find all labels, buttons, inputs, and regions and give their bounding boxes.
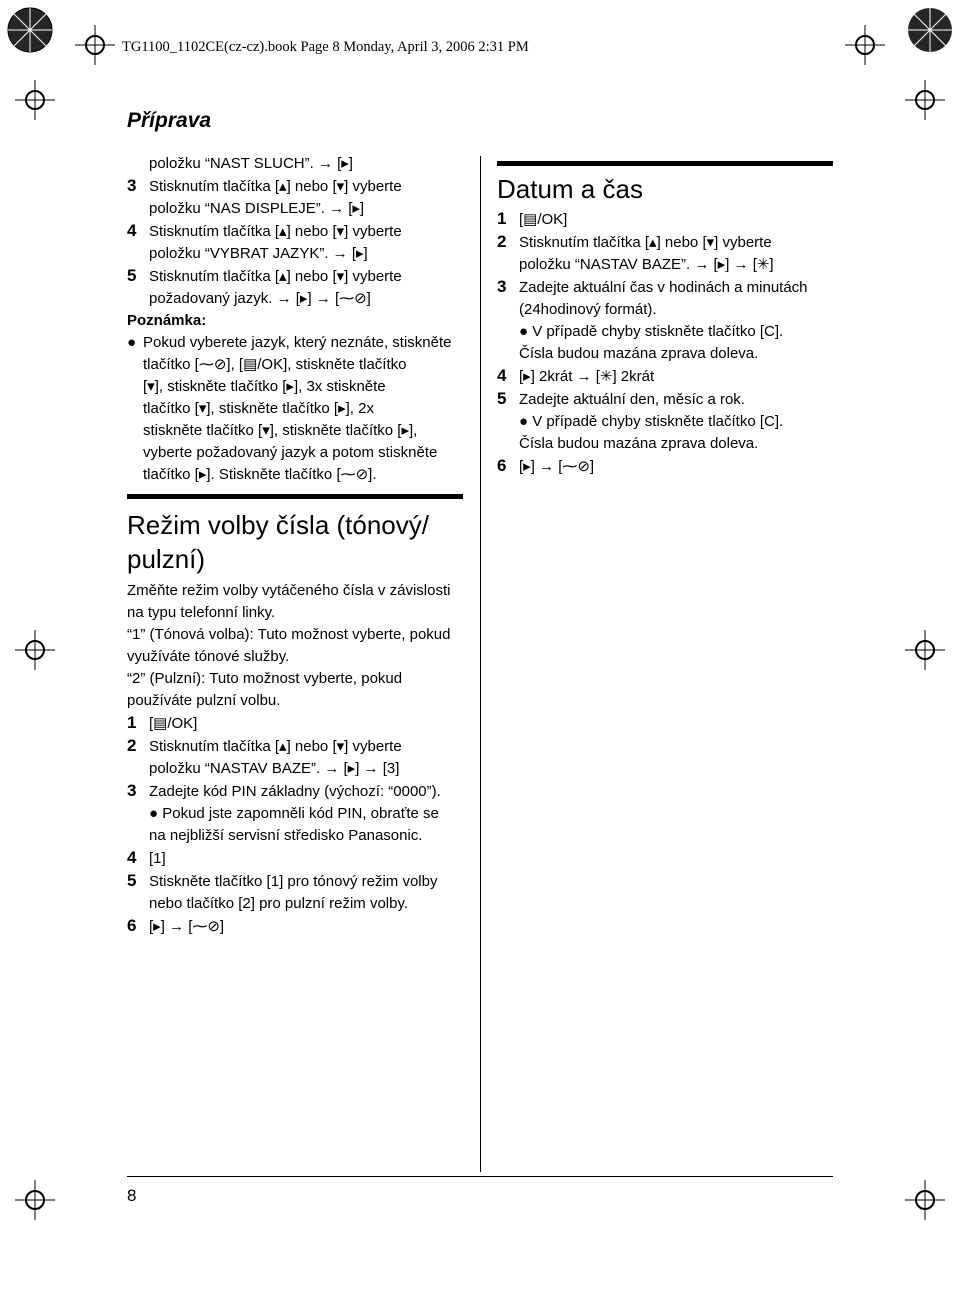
crosshair-mark-left-1 — [15, 80, 55, 120]
note-line: tlačítko [▸]. Stiskněte tlačítko [⁓⊘]. — [143, 466, 377, 483]
crosshair-mark-left-2 — [15, 630, 55, 670]
step-row — [497, 433, 808, 455]
step-row — [127, 915, 451, 938]
step-row — [497, 365, 808, 388]
step-text: ● V případě chyby stiskněte tlačítko [C]. — [519, 323, 784, 340]
step-row — [127, 712, 451, 735]
step-line: Stisknutím tlačítka [▴] nebo [▾] vyberte — [149, 223, 402, 240]
note-title: Poznámka: — [127, 312, 207, 329]
step-row — [497, 231, 808, 254]
section-divider-right — [497, 161, 833, 166]
step-row — [497, 343, 808, 365]
step-text: Zadejte kód PIN základny (výchozí: “0000”). — [149, 783, 441, 800]
note-line: tlačítko [⁓⊘], [▤/OK], stiskněte tlačítko — [143, 356, 407, 373]
dial-mode-section — [127, 508, 451, 938]
step-number: 4 — [127, 848, 137, 867]
step-text: položku “NASTAV BAZE”. → [▸] → [✳] — [519, 256, 774, 273]
step-line: položku “NAS DISPLEJE”. → [▸] — [149, 200, 365, 217]
intro-line: “1” (Tónová volba): Tuto možnost vyberte, pokud — [127, 626, 451, 643]
step-number: 1 — [127, 713, 137, 732]
step-line: požadovaný jazyk. → [▸] → [⁓⊘] — [149, 290, 371, 307]
step-number: 6 — [497, 456, 507, 475]
step-text: Čísla budou mazána zprava doleva. — [519, 435, 759, 452]
datetime-heading: Datum a čas — [497, 174, 643, 204]
step-text: Stisknutím tlačítka [▴] nebo [▾] vyberte — [519, 234, 772, 251]
step-text: na nejbližší servisní středisko Panasonic. — [149, 827, 423, 844]
crosshair-mark-right-1 — [905, 80, 945, 120]
step-text: Čísla budou mazána zprava doleva. — [519, 345, 759, 362]
step-row — [497, 276, 808, 299]
step-row — [497, 455, 808, 478]
bullet-icon: ● — [127, 334, 137, 351]
step-number: 5 — [127, 871, 137, 890]
step-row — [497, 388, 808, 411]
note-line: tlačítko [▾], stiskněte tlačítko [▸], 2x — [143, 400, 374, 417]
intro-line: používáte pulzní volbu. — [127, 692, 281, 709]
note-line: stiskněte tlačítko [▾], stiskněte tlačítko [▸], — [143, 422, 418, 439]
step-text: [1] — [149, 850, 166, 867]
dial-mode-steps — [127, 712, 451, 938]
step-number: 6 — [127, 916, 137, 935]
crosshair-mark-right-2 — [905, 630, 945, 670]
note-line: Pokud vyberete jazyk, který neznáte, stiskněte — [143, 334, 452, 351]
page-number: 8 — [127, 1186, 137, 1205]
crosshair-mark-top-2 — [845, 25, 885, 65]
file-info-header: TG1100_1102CE(cz-cz).book Page 8 Monday, April 3, 2006 2:31 PM — [122, 39, 529, 55]
step-row — [127, 758, 451, 780]
step-text: [▸] 2krát → [✳] 2krát — [519, 368, 655, 385]
intro-line: na typu telefonní linky. — [127, 604, 276, 621]
step-text: [▸] → [⁓⊘] — [519, 458, 595, 475]
crosshair-mark-top — [75, 25, 115, 65]
intro-line: “2” (Pulzní): Tuto možnost vyberte, pokud — [127, 670, 403, 687]
note-line: vyberte požadovaný jazyk a potom stiskněte — [143, 444, 438, 461]
step-row — [127, 870, 451, 893]
step-text: Stiskněte tlačítko [1] pro tónový režim volby — [149, 873, 438, 890]
step-row — [127, 780, 451, 803]
step-text: Zadejte aktuální čas v hodinách a minutách — [519, 279, 808, 296]
step-line: Stisknutím tlačítka [▴] nebo [▾] vyberte — [149, 178, 402, 195]
step-text: položku “NASTAV BAZE”. → [▸] → [3] — [149, 760, 400, 777]
datetime-steps — [497, 208, 808, 478]
step-row — [497, 299, 808, 321]
footer-rule — [127, 1176, 833, 1177]
step-row — [497, 208, 808, 231]
step-text: [▤/OK] — [149, 715, 198, 732]
step-text: ● Pokud jste zapomněli kód PIN, obraťte se — [149, 805, 439, 822]
step-text: Stisknutím tlačítka [▴] nebo [▾] vyberte — [149, 738, 402, 755]
datetime-section — [497, 172, 808, 478]
step-row — [497, 254, 808, 276]
column-divider — [480, 156, 481, 1172]
registration-mark-top-left — [0, 0, 60, 60]
intro-line: Změňte režim volby vytáčeného čísla v závislosti — [127, 582, 451, 599]
step-line: Stisknutím tlačítka [▴] nebo [▾] vyberte — [149, 268, 402, 285]
step-text: (24hodinový formát). — [519, 301, 657, 318]
step-text: ● V případě chyby stiskněte tlačítko [C]. — [519, 413, 784, 430]
section-divider — [127, 494, 463, 499]
step-number: 3 — [127, 176, 137, 195]
step-row — [127, 847, 451, 870]
registration-mark-top-right — [900, 0, 960, 60]
section-title: Příprava — [127, 109, 212, 132]
step-text: [▤/OK] — [519, 211, 568, 228]
step-number: 4 — [127, 221, 137, 240]
step-line: položku “VYBRAT JAZYK”. → [▸] — [149, 245, 368, 262]
dial-mode-heading-line1: Režim volby čísla (tónový/ — [127, 510, 429, 540]
step-row — [497, 321, 808, 343]
step-number: 3 — [497, 277, 507, 296]
step-number: 1 — [497, 209, 507, 228]
step-row — [497, 411, 808, 433]
step-text: Zadejte aktuální den, měsíc a rok. — [519, 391, 745, 408]
step-row — [127, 803, 451, 825]
step-text: nebo tlačítko [2] pro pulzní režim volby. — [149, 895, 409, 912]
step-number: 3 — [127, 781, 137, 800]
step-line: položku “NAST SLUCH”. → [▸] — [149, 155, 353, 172]
dial-mode-heading-line2: pulzní) — [127, 544, 206, 574]
step-number: 5 — [497, 389, 507, 408]
step-row — [127, 825, 451, 847]
step-number: 2 — [127, 736, 137, 755]
left-top-steps — [127, 153, 452, 486]
step-number: 2 — [497, 232, 507, 251]
step-row — [127, 893, 451, 915]
step-row — [127, 735, 451, 758]
step-number: 4 — [497, 366, 507, 385]
step-text: [▸] → [⁓⊘] — [149, 918, 225, 935]
crosshair-mark-right-3 — [905, 1180, 945, 1220]
crosshair-mark-left-3 — [15, 1180, 55, 1220]
step-number: 5 — [127, 266, 137, 285]
note-line: [▾], stiskněte tlačítko [▸], 3x stiskněte — [143, 378, 386, 395]
intro-line: využíváte tónové služby. — [127, 648, 290, 665]
